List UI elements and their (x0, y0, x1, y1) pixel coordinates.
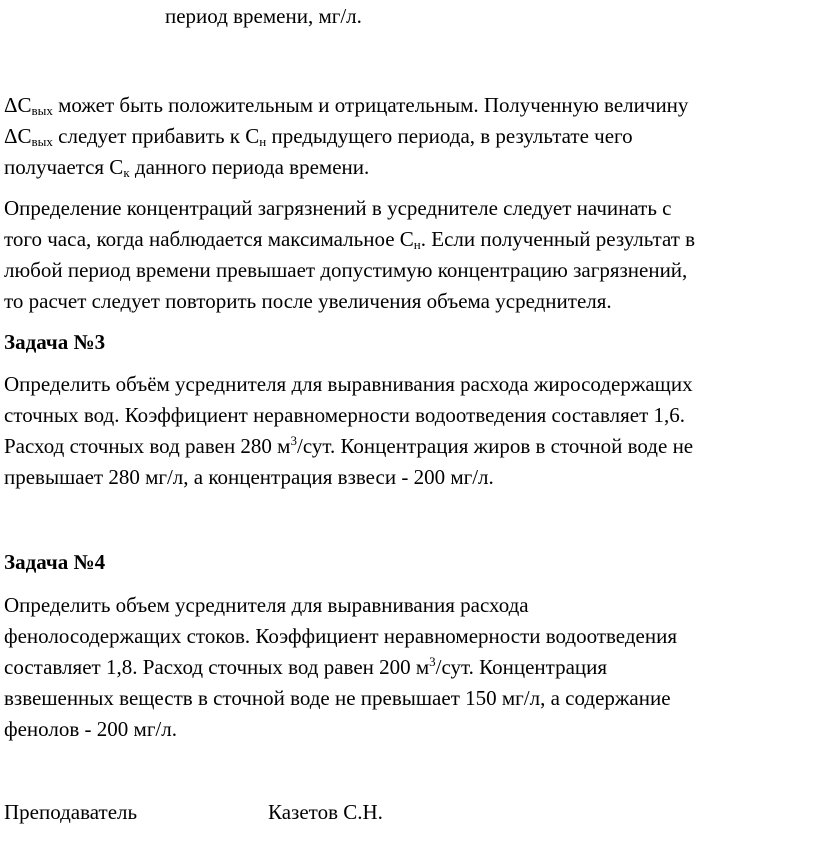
para2-text-5: то расчет следует повторить после увеличения объема усреднителя. (4, 289, 612, 313)
para1-text-2: следует прибавить к C (52, 124, 260, 148)
signature-name-text: Казетов С.Н. (268, 800, 383, 824)
task3-text-1: Определить объём усреднителя для выравнивания расхода жиросодержащих (4, 372, 693, 396)
task4-text-5: взвешенных веществ в сточной воде не превышает 150 мг/л, а содержание (4, 686, 671, 710)
para2-line-2 (4, 229, 695, 250)
subscript-out: вых (31, 103, 53, 118)
para1-text-4: получается C (4, 155, 124, 179)
subscript-n: н (259, 134, 267, 149)
task3-line-3 (4, 433, 694, 458)
task3-heading-text: Задача №3 (4, 330, 106, 354)
para2-text-4: любой период времени превышает допустимую концентрацию загрязнений, (4, 258, 688, 282)
task4-text-2: фенолосодержащих стоков. Коэффициент неравномерности водоотведения (4, 624, 677, 648)
intro-line (165, 6, 362, 27)
task4-heading (4, 552, 105, 573)
para1-line-2 (4, 126, 633, 147)
task4-line-5 (4, 719, 177, 740)
delta-c-symbol: ΔC (4, 93, 32, 117)
task3-line-1 (4, 374, 693, 395)
task3-text-5: превышает 280 мг/л, а концентрация взвеси - 200 мг/л. (4, 465, 494, 489)
task4-text-1: Определить объем усреднителя для выравнивания расхода (4, 593, 529, 617)
para1-line-1 (4, 95, 688, 116)
signature-role (4, 802, 137, 823)
task3-line-4 (4, 467, 494, 488)
para2-line-4 (4, 291, 612, 312)
task3-heading (4, 332, 105, 353)
para2-line-3 (4, 260, 687, 281)
task4-line-2 (4, 626, 677, 647)
para2-text-3: . Если полученный результат в (420, 227, 696, 251)
para1-line-3 (4, 157, 369, 178)
intro-text: период времени, мг/л. (165, 4, 362, 28)
para1-text-1: может быть положительным и отрицательным. Полученную величину (52, 93, 689, 117)
task4-text-6: фенолов - 200 мг/л. (4, 717, 177, 741)
task3-text-4: /сут. Концентрация жиров в сточной воде не (296, 434, 694, 458)
signature-role-text: Преподаватель (4, 800, 138, 824)
task4-text-3: составляет 1,8. Расход сточных вод равен 200 м (4, 655, 430, 679)
superscript-3: 3 (429, 654, 436, 669)
task3-text-2: сточных вод. Коэффициент неравномерности водоотведения составляет 1,6. (4, 403, 686, 427)
para1-text-5: данного периода времени. (129, 155, 370, 179)
para1-text-3: предыдущего периода, в результате чего (266, 124, 633, 148)
signature-name (268, 802, 383, 823)
subscript-n: н (413, 237, 421, 252)
delta-c-symbol: ΔC (4, 124, 32, 148)
task4-line-3 (4, 654, 608, 679)
superscript-3: 3 (290, 433, 297, 448)
subscript-out: вых (31, 134, 53, 149)
para2-text-1: Определение концентраций загрязнений в усреднителе следует начинать с (4, 196, 672, 220)
task4-line-1 (4, 595, 529, 616)
task3-text-3: Расход сточных вод равен 280 м (4, 434, 291, 458)
task4-text-4: /сут. Концентрация (435, 655, 608, 679)
para2-text-2: того часа, когда наблюдается максимальное C (4, 227, 414, 251)
subscript-k: к (123, 165, 130, 180)
task3-line-2 (4, 405, 685, 426)
para2-line-1 (4, 198, 672, 219)
task4-line-4 (4, 688, 671, 709)
task4-heading-text: Задача №4 (4, 550, 106, 574)
